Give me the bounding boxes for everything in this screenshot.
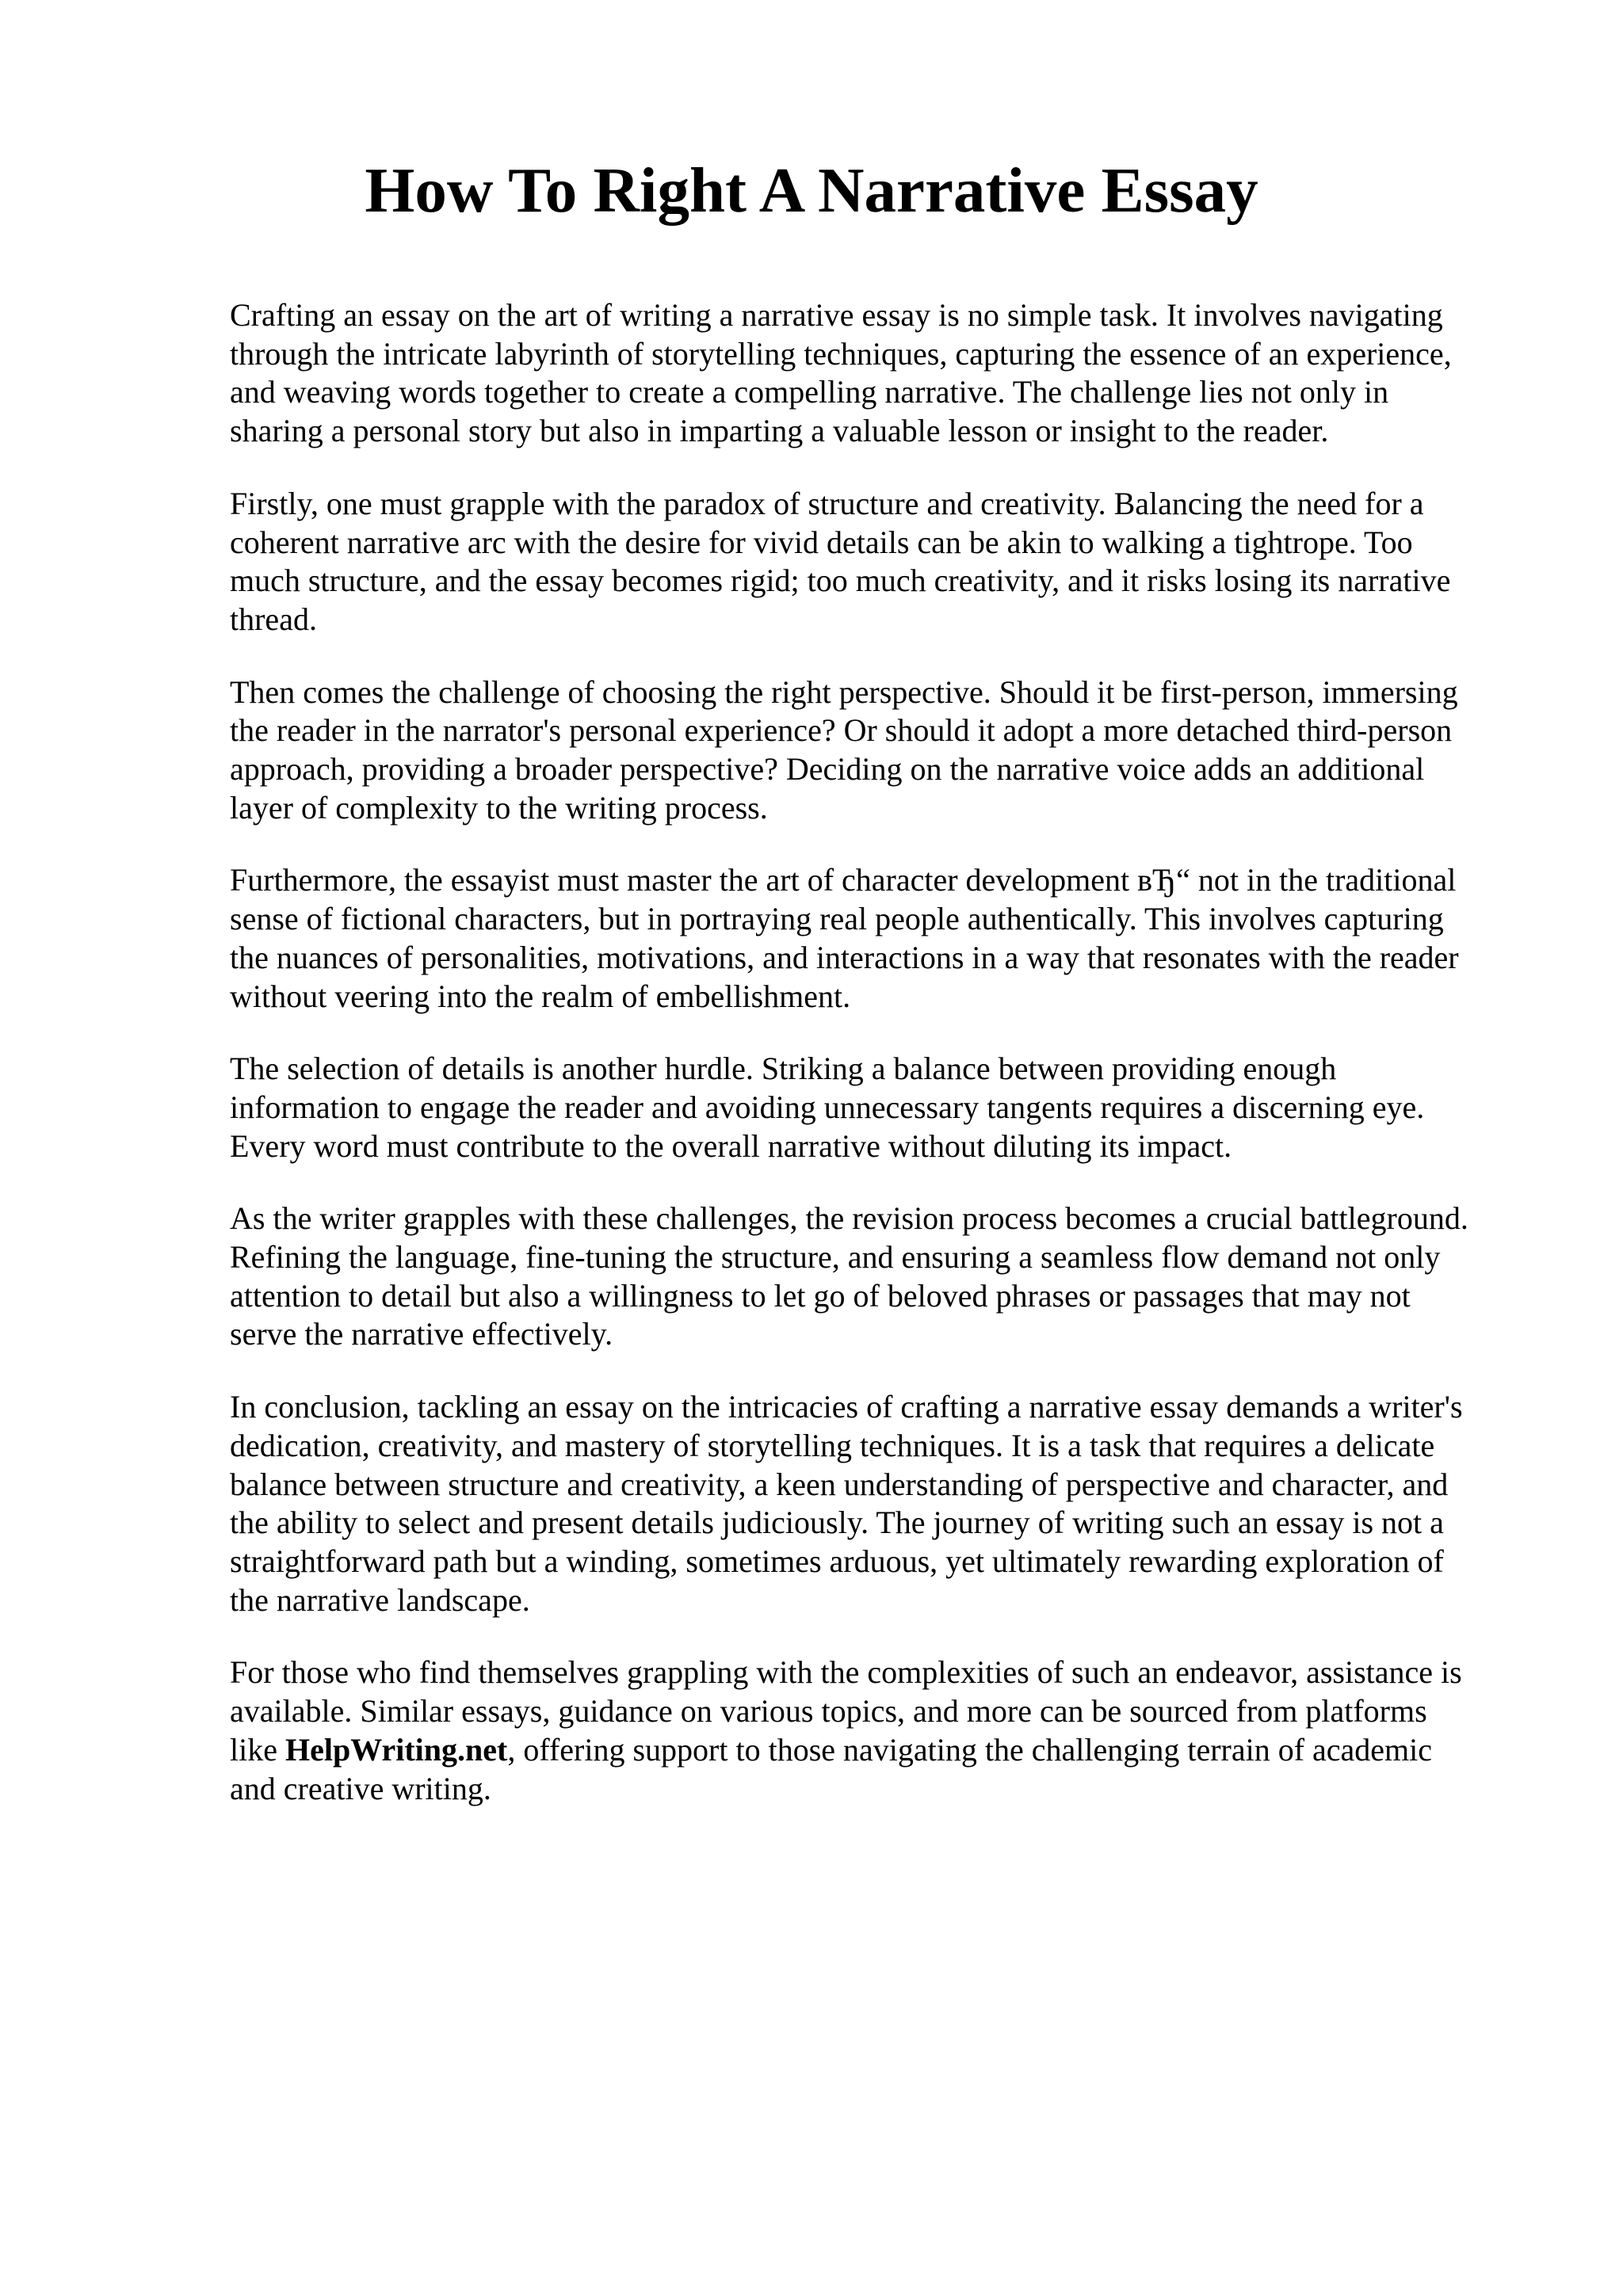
paragraph-line: the reader in the narrator's personal experience? Or should it adopt a more detached third-person (230, 712, 1453, 749)
essay-body (230, 296, 1514, 1842)
paragraph-1 (230, 296, 1514, 451)
paragraph-2 (230, 485, 1514, 639)
paragraph-line: available. Similar essays, guidance on various topics, and more can be sourced from platforms (230, 1693, 1427, 1730)
paragraph-line: Crafting an essay on the art of writing a narrative essay is no simple task. It involves navigating (230, 297, 1443, 333)
paragraph-line: Furthermore, the essayist must master the art of character development вЂ“ not in the traditional (230, 862, 1457, 898)
paragraph-line: sharing a personal story but also in imparting a valuable lesson or insight to the reader. (230, 413, 1329, 449)
paragraph-line: serve the narrative effectively. (230, 1316, 613, 1352)
page-title: How To Right A Narrative Essay (365, 154, 1258, 226)
paragraph-5 (230, 1050, 1514, 1165)
paragraph-7 (230, 1388, 1514, 1619)
paragraph-line: As the writer grapples with these challenges, the revision process becomes a crucial battleground. (230, 1200, 1468, 1237)
paragraph-6 (230, 1199, 1514, 1354)
paragraph-line: without veering into the realm of embellishment. (230, 978, 851, 1014)
closing-prefix: like (230, 1731, 285, 1768)
paragraph-line: sense of fictional characters, but in portraying real people authentically. This involves capturing (230, 901, 1444, 937)
paragraph-line: much structure, and the essay becomes rigid; too much creativity, and it risks losing its narrative (230, 563, 1451, 599)
paragraph-line: information to engage the reader and avoiding unnecessary tangents requires a discerning eye. (230, 1089, 1425, 1125)
paragraph-4 (230, 861, 1514, 1016)
paragraph-closing (230, 1653, 1514, 1808)
paragraph-line: and weaving words together to create a compelling narrative. The challenge lies not only in (230, 374, 1389, 410)
paragraph-line (230, 1731, 1514, 1770)
closing-suffix: , offering support to those navigating the challenging terrain of academic (507, 1731, 1433, 1768)
paragraph-line: balance between structure and creativity, a keen understanding of perspective and character, and (230, 1466, 1449, 1502)
paragraph-line: the ability to select and present details judiciously. The journey of writing such an essay is not a (230, 1505, 1444, 1541)
paragraph-line: approach, providing a broader perspective? Deciding on the narrative voice adds an additional (230, 751, 1425, 788)
paragraph-line: through the intricate labyrinth of storytelling techniques, capturing the essence of an experience, (230, 335, 1452, 372)
paragraph-line: and creative writing. (230, 1770, 491, 1806)
paragraph-line: Every word must contribute to the overall narrative without diluting its impact. (230, 1127, 1232, 1164)
paragraph-line: straightforward path but a winding, sometimes arduous, yet ultimately rewarding exploration of (230, 1543, 1444, 1579)
paragraph-line: thread. (230, 601, 317, 637)
paragraph-line: layer of complexity to the writing process. (230, 789, 768, 826)
paragraph-line: Firstly, one must grapple with the paradox of structure and creativity. Balancing the need for a (230, 485, 1424, 521)
paragraph-3 (230, 673, 1514, 828)
paragraph-line: the narrative landscape. (230, 1581, 530, 1618)
paragraph-line: Refining the language, fine-tuning the structure, and ensuring a seamless flow demand not only (230, 1239, 1441, 1276)
paragraph-line: the nuances of personalities, motivations, and interactions in a way that resonates with the reader (230, 939, 1459, 975)
paragraph-line: In conclusion, tackling an essay on the intricacies of crafting a narrative essay demands a writer's (230, 1389, 1463, 1425)
paragraph-line: coherent narrative arc with the desire for vivid details can be akin to walking a tightrope. Too (230, 524, 1413, 560)
paragraph-line: The selection of details is another hurdle. Striking a balance between providing enough (230, 1051, 1337, 1087)
paragraph-line: For those who find themselves grappling with the complexities of such an endeavor, assistance is (230, 1654, 1462, 1691)
paragraph-line: dedication, creativity, and mastery of storytelling techniques. It is a task that requires a delicate (230, 1427, 1435, 1463)
helpwriting-link[interactable]: HelpWriting.net (285, 1731, 508, 1768)
paragraph-line: attention to detail but also a willingness to let go of beloved phrases or passages that may not (230, 1277, 1411, 1314)
paragraph-line: Then comes the challenge of choosing the right perspective. Should it be first-person, immersing (230, 673, 1458, 710)
